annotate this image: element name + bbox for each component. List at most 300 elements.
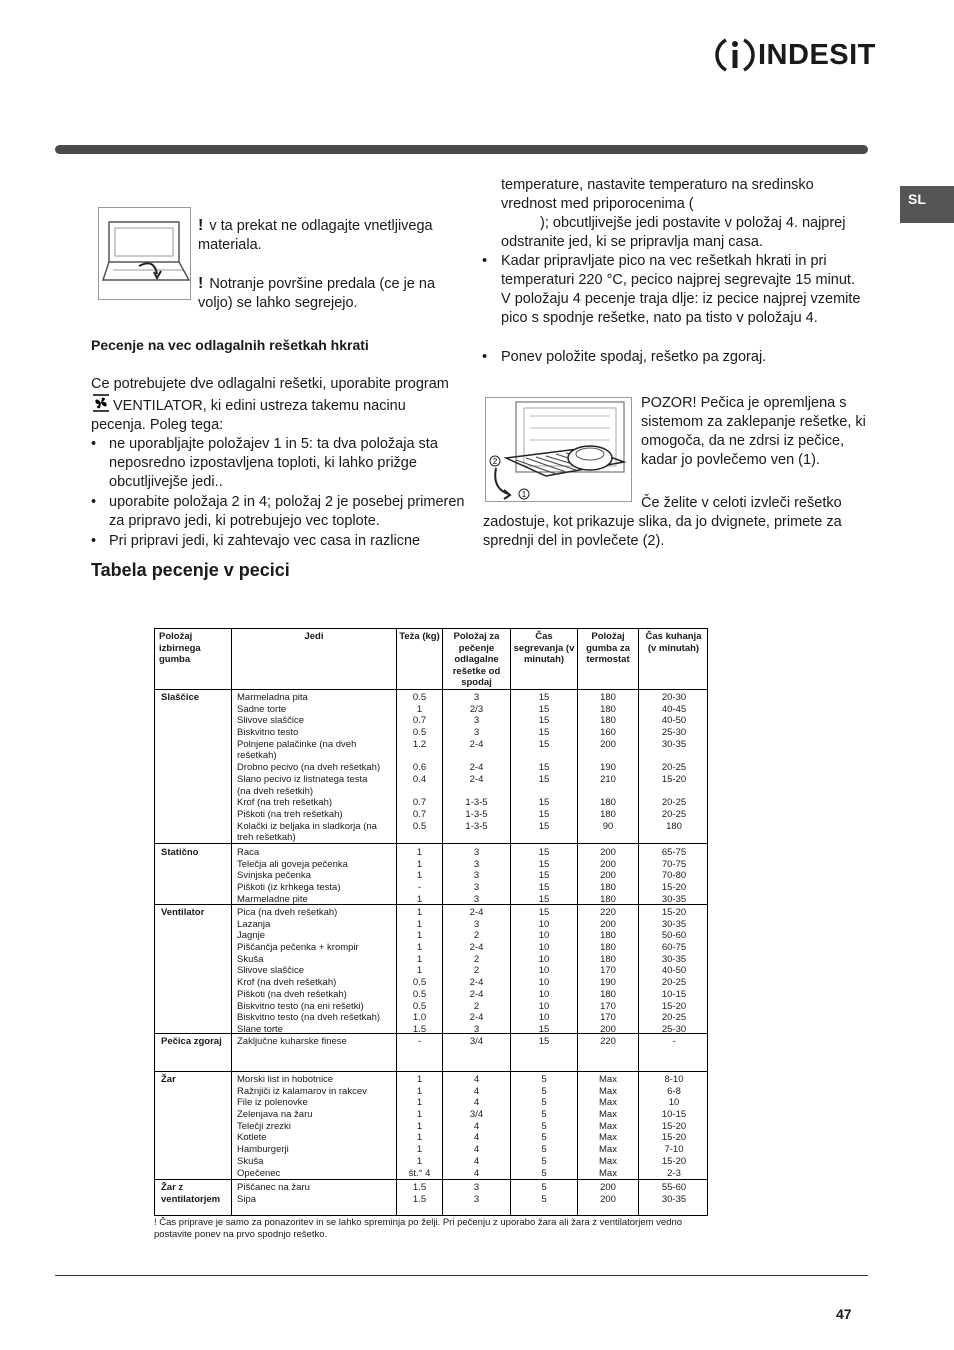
table-cell: 4 [473,1144,480,1156]
table-cell: 1.5 [412,1193,427,1205]
table-cell: Telečji zrezki [237,1120,291,1132]
table-cell: 180 [600,893,616,905]
table-cell: 1 [416,870,423,882]
caution-text: POZOR! Pečica je opremljena s sistemom za zaklepanje rešetke, ki omogoča, da ne zdrsi iz pečice, kadar jo povlečemo ven (1). [641,395,866,468]
table-cell: 40-50 [661,715,687,727]
table-cell: 0.5 [412,988,427,1000]
table-cell: 25-30 [661,727,687,739]
table-cell: Hamburgerji [237,1144,289,1156]
table-cell: 2-4 [469,1012,484,1024]
table-cell: Slano pecivo iz listnatega testa [237,773,368,785]
column-preheat [511,692,577,844]
table-cell: 200 [600,738,616,750]
table-cell: Zaključne kuharske finese [237,1036,347,1047]
table-cell: 5 [541,1074,547,1085]
table-cell: 200 [600,918,616,930]
warning-1: ! v ta prekat ne odlagajte vnetljivega materiala. [198,217,433,253]
table-cell: 15 [538,847,550,858]
table-cell: Krof (na treh rešetkah) [237,797,333,809]
subheading-multi-rack: Pecenje na vec odlagalnih rešetkah hkrati [91,337,369,353]
column-weight [397,1074,442,1179]
column-rack [443,1036,510,1048]
table-cell: Max [599,1155,617,1167]
cooking-table [154,628,708,1216]
table-cell: 1.2 [412,738,427,750]
table-cell: 15 [538,797,550,809]
table-cell: Piščanec na žaru [237,1182,310,1193]
table-cell: 2-4 [469,773,484,785]
table-cell: Drobno pecivo (na dveh rešetkah) [237,762,381,774]
table-cell: Opečenec [237,1167,281,1179]
table-cell: 1 [416,703,423,715]
table-cell: 5 [541,1085,547,1097]
table-cell: 3 [473,727,480,739]
table-cell: 7-10 [664,1144,684,1156]
column-preheat [511,1074,577,1179]
table-cell: 220 [600,907,616,918]
table-cell: Svinjska pečenka [237,870,311,882]
table-cell: 15 [538,858,550,870]
table-cell: 2-4 [469,907,484,918]
table-cell: 1 [416,858,423,870]
table-cell: 15-20 [661,1000,687,1012]
table-cell: 0.5 [412,727,427,739]
table-cell: 3 [473,870,480,882]
table-cell: 5 [541,1097,547,1109]
table-cell: 0.4 [412,773,427,785]
table-cell: 3 [473,918,480,930]
table-cell: 65-75 [661,847,687,858]
table-cell: 2-4 [469,762,484,774]
column-weight [397,1182,442,1205]
column-preheat [511,847,577,905]
table-cell: Max [599,1132,617,1144]
mode-label: Slaščice [161,692,200,703]
table-cell: 200 [600,1182,616,1193]
table-cell: 15-20 [661,1132,687,1144]
table-cell: 5 [541,1182,547,1193]
fan-icon [91,394,111,417]
table-cell: 1 [416,1085,423,1097]
column-weight [397,1036,442,1048]
column-time [639,1074,709,1179]
table-cell: 15 [538,727,550,739]
marker-1: 1 [521,490,527,499]
table-cell: 15-20 [661,773,687,785]
table-cell [443,786,510,798]
table-cell: 10 [538,918,550,930]
column-preheat [511,1182,577,1205]
table-cell: 180 [600,930,616,942]
table-cell: 2-4 [469,977,484,989]
table-cell: 15 [538,1023,550,1035]
rack-illustration [485,397,632,502]
table-cell: 0.5 [412,820,427,832]
mode-label: Statično [161,847,199,858]
table-cell: Max [599,1085,617,1097]
table-cell: 1 [416,930,423,942]
table-cell: rešetkah) [237,750,277,762]
table-cell: Kolački iz beljaka in sladkorja (na [237,820,377,832]
table-cell: 3 [473,692,480,703]
table-cell: 40-50 [661,965,687,977]
table-cell: 2 [473,1000,480,1012]
table-cell: 5 [541,1193,547,1205]
table-cell: 0.7 [412,715,427,727]
remove-rack-text: Če želite v celoti izvleči rešetko zadostuje, kot prikazuje slika, da jo dvignete, primete za sprednji del in povlečete (2). [483,495,842,549]
table-cell: 210 [600,773,616,785]
column-thermo [578,1182,638,1205]
table-cell: 1-3-5 [465,808,488,820]
table-cell: 1 [416,893,423,905]
table-cell [443,832,510,844]
header-preheat: Čas segrevanja (v minutah) [513,631,575,665]
table-cell: 0.7 [412,797,427,809]
table-cell: 0.7 [412,808,427,820]
table-cell: 10 [538,953,550,965]
right-continued-text-2: ); obcutljivejše jedi postavite v položaj 4. najprej odstranite jed, ki se pripravlja manj casa. [501,215,846,250]
table-cell: Piškoti (iz krhkega testa) [237,882,341,894]
header-thermostat: Položaj gumba za termostat [586,631,630,665]
column-preheat [511,907,577,1036]
table-cell: 50-60 [661,930,687,942]
table-cell: - [417,1036,422,1047]
table-cell: Krof (na dveh rešetkah) [237,977,337,989]
table-cell: Max [599,1144,617,1156]
brand-name: INDESIT [758,39,876,71]
table-cell [639,786,709,798]
mode-label: Žar [161,1074,176,1085]
table-cell: 180 [600,692,616,703]
indesit-logo-icon [714,34,756,76]
column-weight [397,847,442,905]
table-cell: 4 [473,1120,480,1132]
table-cell [397,832,442,844]
table-cell: Skuša [237,953,264,965]
table-cell: 4 [473,1132,480,1144]
table-cell [639,750,709,762]
table-cell: 2 [473,930,480,942]
table-cell: 1 [416,953,423,965]
table-cell: 0.5 [412,977,427,989]
table-cell: Max [599,1167,617,1179]
table-cell: 2-4 [469,738,484,750]
column-rack [443,1074,510,1179]
table-cell: 15-20 [661,1155,687,1167]
table-cell: 3 [473,1023,480,1035]
right-continued-text: temperature, nastavite temperaturo na sredinsko vrednost med priporocenima ( [501,177,814,212]
column-rack [443,907,510,1036]
header-rack: Položaj za pečenje odlagalne rešetke od spodaj [452,631,501,688]
table-cell: Zelenjava na žaru [237,1109,313,1121]
right-bullet-1: • Kadar pripravljate pico na vec rešetkah hkrati in pri temperaturi 220 °C, pecico najprej segrevajte 15 minut. V položaju 4 pecenje traja dlje: iz pecice najprej vzemite pico s spodnje rešetke, nato pa tisto v položaju 4. [482,253,861,326]
column-dishes [237,1036,395,1048]
table-cell: Marmeladna pita [237,692,308,703]
table-cell: 1 [416,918,423,930]
column-dishes [237,847,395,905]
table-cell: (na dveh rešetkih) [237,785,314,797]
table-cell: 3 [473,715,480,727]
column-rack [443,847,510,905]
table-cell: 90 [602,820,614,832]
table-cell: 1 [416,1155,423,1167]
table-cell: 20-25 [661,977,687,989]
table-cell: Marmeladne pite [237,893,308,905]
table-cell: 2-4 [469,942,484,954]
table-cell: 1 [416,1132,423,1144]
table-cell: 180 [600,703,616,715]
table-cell: 180 [600,988,616,1000]
table-cell: 180 [600,808,616,820]
table-cell: 180 [600,797,616,809]
column-thermo [578,1074,638,1179]
table-cell: 15 [538,1036,550,1047]
table-cell [443,750,510,762]
table-cell: 15 [538,907,550,918]
table-cell: Ražnjiči iz kalamarov in rakcev [237,1085,367,1097]
table-cell: Skuša [237,1155,264,1167]
table-cell: Kotlete [237,1132,267,1144]
table-cell: 3 [473,1182,480,1193]
table-cell: 30-35 [661,738,687,750]
table-cell: 5 [541,1167,547,1179]
table-cell: 3 [473,858,480,870]
table-cell: Slane torte [237,1023,283,1035]
table-cell: Max [599,1097,617,1109]
table-cell [511,832,577,844]
table-cell: 1 [416,847,423,858]
table-cell: 5 [541,1132,547,1144]
header-mode: Položaj izbirnega gumba [159,631,201,665]
table-cell: 1 [416,965,423,977]
table-cell: 20-30 [661,692,687,703]
table-cell: 5 [541,1155,547,1167]
language-tab: SL [900,186,954,223]
table-footnote: ! Čas priprave je samo za ponazoritev in se lahko spreminja po želji. Pri pečenju z uporabo žara ali žara z ventilatorjem vedno postavite ponev na prvo spodnjo rešetko. [154,1217,683,1240]
table-title: Tabela pecenje v pecici [91,560,290,580]
table-cell: 20-25 [661,797,687,809]
table-cell: Morski list in hobotnice [237,1074,334,1085]
table-cell: 1.5 [412,1023,427,1035]
column-weight [397,907,442,1036]
table-cell [397,750,442,762]
table-cell: 190 [600,762,616,774]
left-bullet-1: • ne uporabljajte položajev 1 in 5: ta dva položaja sta neposredno izpostavljena toploti, ki lahko prižge obcutljivejše jedi.. [91,436,438,490]
column-time [639,847,709,905]
table-cell: 10 [538,930,550,942]
column-dishes [237,1074,395,1179]
table-cell: Pica (na dveh rešetkah) [237,907,338,918]
column-time [639,692,709,844]
table-cell [578,750,638,762]
table-cell [639,832,709,844]
table-cell: Slivove slaščice [237,715,305,727]
table-cell: 0.5 [412,1000,427,1012]
table-cell: 200 [600,1193,616,1205]
table-cell: 3 [473,1193,480,1205]
paragraph-intro: Ce potrebujete dve odlagalni rešetki, uporabite program [91,376,449,392]
table-cell: 180 [600,715,616,727]
table-cell: 20-25 [661,808,687,820]
table-cell: 1.0 [412,1012,427,1024]
header-weight: Teža (kg) [399,631,440,642]
table-cell: 15 [538,893,550,905]
table-cell: 5 [541,1109,547,1121]
table-cell: Biskvitno testo (na eni rešetki) [237,1000,364,1012]
drawer-illustration [98,207,191,300]
table-cell: 70-75 [661,858,687,870]
table-cell: 15 [538,692,550,703]
table-cell: 1.5 [412,1182,427,1193]
table-cell: Lazanja [237,918,271,930]
table-cell: 2 [473,953,480,965]
table-cell [578,832,638,844]
table-cell: - [417,882,422,894]
table-cell: Biskvitno testo (na dveh rešetkah) [237,1012,381,1024]
table-cell: 15 [538,738,550,750]
table-cell: treh rešetkah) [237,832,296,844]
table-cell: 200 [600,847,616,858]
table-cell: 10 [538,977,550,989]
table-cell: Sadne torte [237,703,287,715]
table-cell [511,786,577,798]
mode-label: Žar z ventilatorjem [161,1182,221,1205]
table-cell: 170 [600,965,616,977]
table-cell: Max [599,1120,617,1132]
left-bullet-3: • Pri pripravi jedi, ki zahtevajo vec casa in razlicne [91,533,421,549]
table-cell [397,786,442,798]
table-cell: Max [599,1109,617,1121]
table-cell: 25-30 [661,1023,687,1035]
table-cell: Sipa [237,1193,257,1205]
table-cell: 0.5 [412,692,427,703]
column-dishes [237,907,395,1036]
table-cell: 40-45 [661,703,687,715]
table-cell: 4 [473,1155,480,1167]
column-time [639,1036,709,1048]
table-cell: 1-3-5 [465,797,488,809]
table-cell: 4 [473,1085,480,1097]
header-dish: Jedi [304,631,324,642]
table-cell: 2 [473,965,480,977]
header-time: Čas kuhanja (v minutah) [645,631,702,654]
table-cell: 6-8 [667,1085,681,1097]
table-cell: 70-80 [661,870,687,882]
table-cell: Piškoti (na dveh rešetkah) [237,988,347,1000]
table-cell: 190 [600,977,616,989]
column-thermo [578,1036,638,1048]
table-cell: 15 [538,820,550,832]
table-cell: Slivove slaščice [237,965,305,977]
right-bullet-2: • Ponev položite spodaj, rešetko pa zgoraj. [482,349,767,365]
marker-2: 2 [492,457,498,466]
table-cell: 3 [473,882,480,894]
table-cell: 15-20 [661,907,687,918]
table-cell: 30-35 [661,953,687,965]
paragraph-fan-program: VENTILATOR, ki edini ustreza takemu nacinu pecenja. Poleg tega: [91,398,406,433]
table-cell: 0.6 [412,762,427,774]
table-cell: 3 [473,847,480,858]
brand-logo [714,34,874,76]
table-cell: 5 [541,1144,547,1156]
table-cell: 2-4 [469,988,484,1000]
table-cell: 2/3 [469,703,484,715]
table-cell: 1 [416,907,423,918]
table-cell [511,750,577,762]
table-cell: 4 [473,1074,480,1085]
table-cell: 1 [416,1074,423,1085]
table-cell: 20-25 [661,762,687,774]
table-cell: Raca [237,847,260,858]
table-cell: 200 [600,1023,616,1035]
table-cell: 160 [600,727,616,739]
column-weight [397,692,442,844]
left-bullet-2: • uporabite položaja 2 in 4; položaj 2 je posebej primeren za pripravo jedi, ki potrebujejo vec toplote. [91,494,465,529]
table-cell: 2-3 [667,1167,681,1179]
table-cell: 1 [416,942,423,954]
table-cell: 15 [538,882,550,894]
table-cell: št.° 4 [408,1167,431,1179]
table-cell: 10 [538,988,550,1000]
table-cell: 4 [473,1167,480,1179]
mode-label: Pečica zgoraj [161,1036,222,1047]
table-cell: 180 [600,882,616,894]
table-cell: 4 [473,1097,480,1109]
table-cell: Telečja ali goveja pečenka [237,858,348,870]
table-cell: 170 [600,1012,616,1024]
table-cell: 60-75 [661,942,687,954]
table-cell: 10 [538,965,550,977]
column-thermo [578,907,638,1036]
table-cell: 30-35 [661,918,687,930]
table-cell: 10 [668,1097,680,1109]
table-cell: 10-15 [661,988,687,1000]
table-cell: 20-25 [661,1012,687,1024]
warning-2: ! Notranje površine predala (ce je na voljo) se lahko segrejejo. [198,275,436,311]
table-cell: 3/4 [469,1109,484,1121]
table-cell: 1 [416,1144,423,1156]
table-cell: 30-35 [661,1193,687,1205]
column-rack [443,692,510,844]
column-dishes [237,692,395,844]
table-cell: File iz polenovke [237,1097,308,1109]
table-cell: 8-10 [664,1074,684,1085]
table-cell: - [672,1036,676,1047]
table-cell: 15-20 [661,882,687,894]
column-thermo [578,692,638,844]
table-cell: 10 [538,1012,550,1024]
table-cell: 10-15 [661,1109,687,1121]
table-cell: 5 [541,1120,547,1132]
table-cell: 1-3-5 [465,820,488,832]
table-cell: Polnjene palačinke (na dveh [237,738,357,750]
table-cell: 3/4 [469,1036,484,1047]
table-cell [578,786,638,798]
table-cell: 180 [600,942,616,954]
table-cell: Jagnje [237,930,265,942]
column-dishes [237,1182,395,1205]
table-cell: 3 [473,893,480,905]
table-cell: 10 [538,942,550,954]
table-cell: 200 [600,858,616,870]
table-cell: 1 [416,1120,423,1132]
column-rack [443,1182,510,1205]
table-cell: 15 [538,773,550,785]
table-cell: 220 [600,1036,616,1047]
column-time [639,907,709,1036]
column-time [639,1182,709,1205]
column-thermo [578,847,638,905]
